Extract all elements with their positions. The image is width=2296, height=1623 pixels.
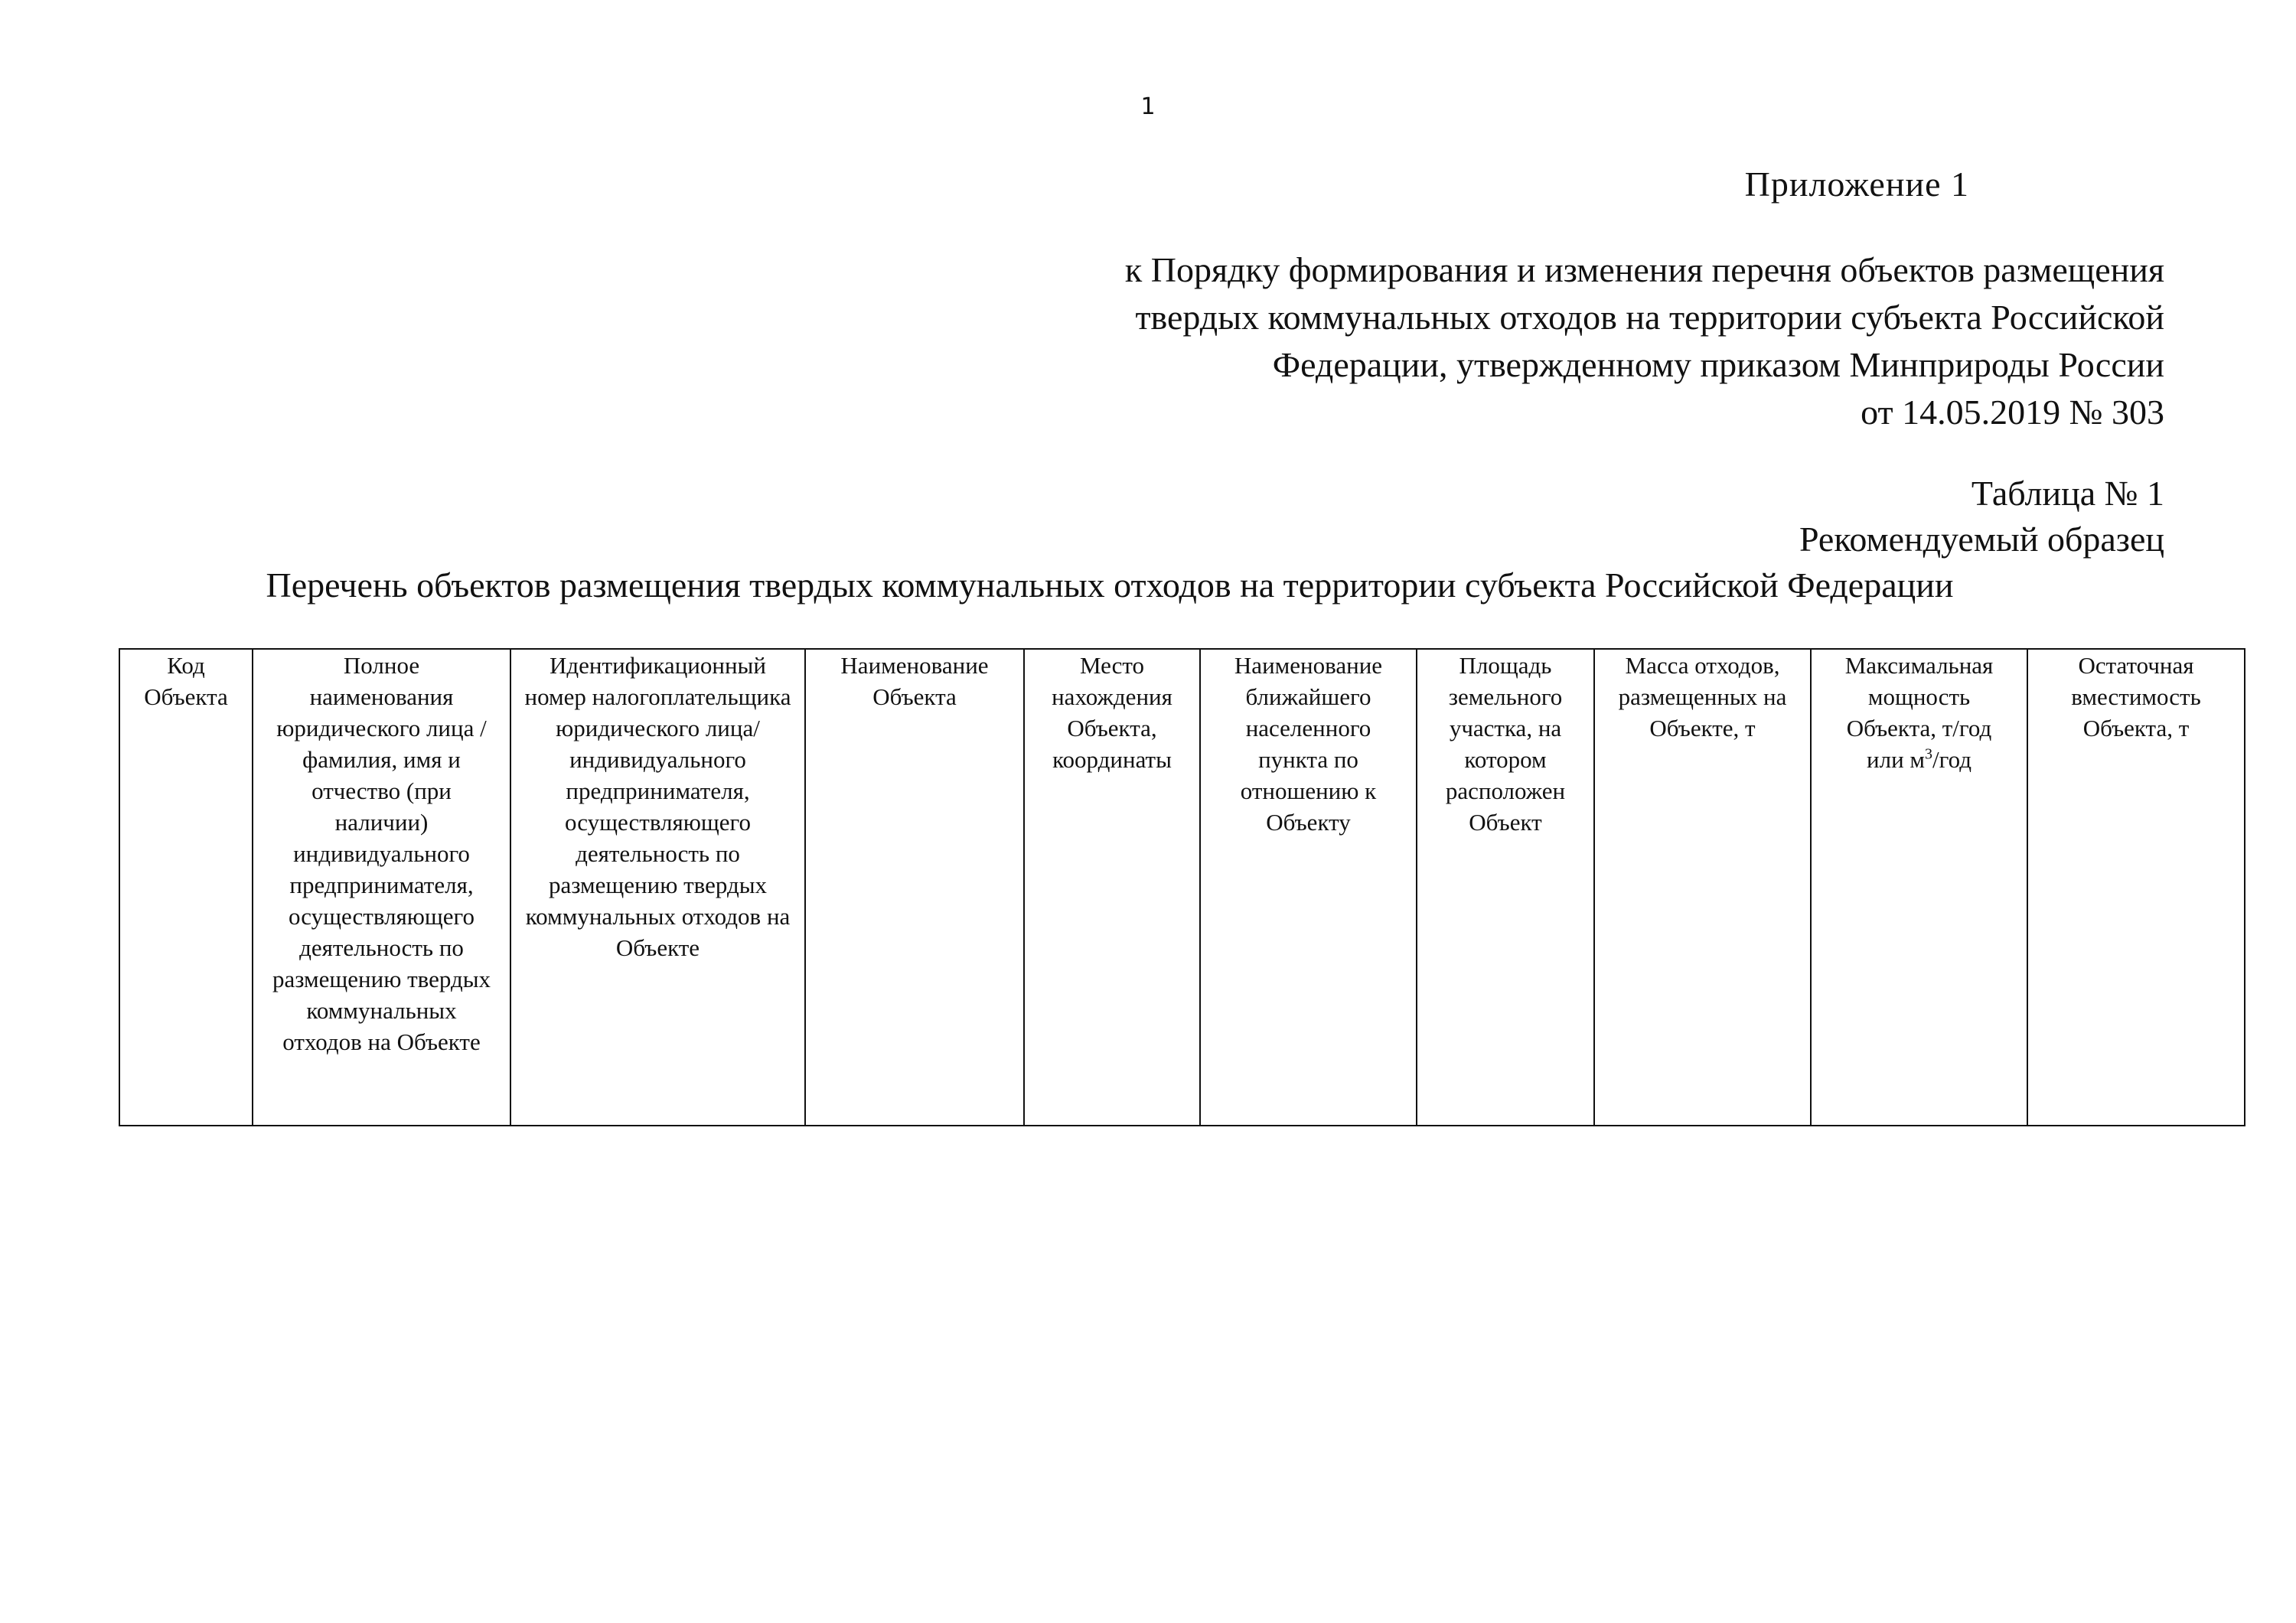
column-header-land-area: Площадь земельного участка, на котором расположен Объект (1417, 649, 1594, 1126)
appendix-title: Приложение 1 (1744, 165, 1969, 204)
table-header-row (119, 649, 2245, 1126)
document-title: Перечень объектов размещения твердых коммунальных отходов на территории субъекта Российской Федерации (266, 565, 1954, 605)
capacity-label: Максимальная мощность Объекта, т/год или м (1844, 652, 1994, 773)
appendix-reference (863, 246, 2164, 436)
column-header-waste-mass: Масса отходов, размещенных на Объекте, т (1594, 649, 1811, 1126)
column-header-code: Код Объекта (119, 649, 253, 1126)
column-header-operator-name: Полное наименования юридического лица / фамилия, имя и отчество (при наличии) индивидуального предпринимателя, осуществляющего деятельность по размещению твердых коммунальных отходов на Объекте (253, 649, 510, 1126)
column-header-inn: Идентификационный номер налогоплательщика юридического лица/ индивидуального предпринимателя, осуществляющего деятельность по размещению твердых коммунальных отходов на Объекте (510, 649, 805, 1126)
column-header-object-name: Наименование Объекта (805, 649, 1024, 1126)
column-header-location: Место нахождения Объекта, координаты (1024, 649, 1200, 1126)
page-number: 1 (1140, 93, 1156, 120)
column-header-residual-capacity: Остаточная вместимость Объекта, т (2027, 649, 2245, 1126)
column-header-max-capacity (1811, 649, 2027, 1126)
reference-line: твердых коммунальных отходов на территории субъекта Российской (1135, 298, 2164, 337)
reference-line: Федерации, утвержденному приказом Минприроды России (1272, 345, 2164, 384)
table-label: Таблица № 1 (1971, 474, 2164, 513)
unit-superscript: 3 (1925, 745, 1933, 763)
column-header-nearest-settlement: Наименование ближайшего населенного пункта по отношению к Объекту (1200, 649, 1417, 1126)
register-table (119, 648, 2245, 1126)
capacity-unit-tail: /год (1932, 746, 1971, 773)
reference-line: от 14.05.2019 № 303 (1861, 393, 2164, 432)
reference-line: к Порядку формирования и изменения перечня объектов размещения (1124, 250, 2164, 289)
sample-label: Рекомендуемый образец (1799, 520, 2164, 559)
